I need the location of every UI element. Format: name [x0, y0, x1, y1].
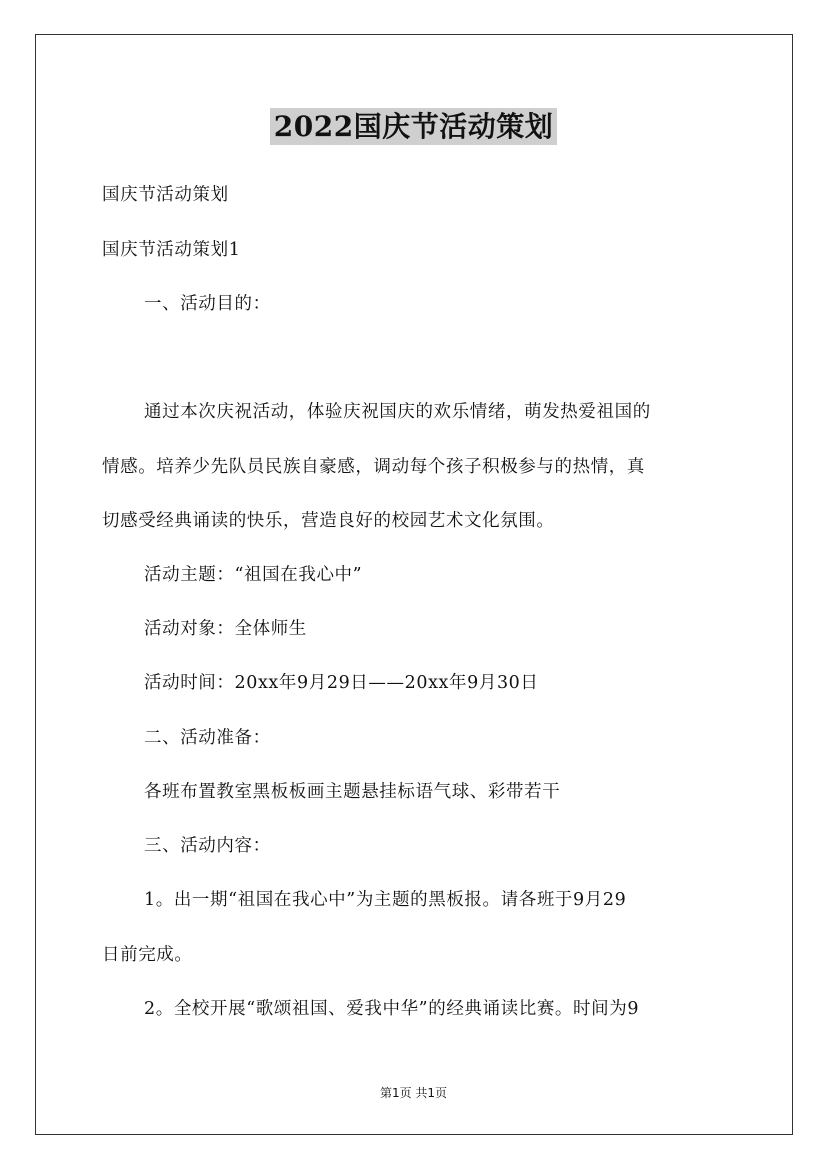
paragraph-line: 2。全校开展“歌颂祖国、爱我中华”的经典诵读比赛。时间为9 — [144, 999, 640, 1019]
paragraph-line: 各班布置教室黑板板画主题悬挂标语气球、彩带若干 — [144, 782, 561, 802]
paragraph-line: 通过本次庆祝活动，体验庆祝国庆的欢乐情绪，萌发热爱祖国的 — [144, 402, 651, 422]
paragraph-line: 活动时间：20xx年9月29日——20xx年9月30日 — [144, 673, 539, 693]
section-heading: 二、活动准备： — [144, 728, 271, 748]
document-title: 2022国庆节活动策划 — [270, 108, 557, 145]
paragraph-line: 切感受经典诵读的快乐，营造良好的校园艺术文化氛围。 — [102, 511, 555, 531]
paragraph-line: 1。出一期“祖国在我心中”为主题的黑板报。请各班于9月29 — [144, 890, 627, 910]
paragraph-line: 国庆节活动策划 — [102, 185, 229, 205]
paragraph-line: 国庆节活动策划1 — [102, 240, 241, 260]
paragraph-line: 活动主题：“祖国在我心中” — [144, 565, 363, 585]
page-footer: 第1页 共1页 — [379, 1086, 448, 1100]
section-heading: 一、活动目的： — [144, 294, 271, 314]
paragraph-line: 活动对象：全体师生 — [144, 619, 307, 639]
document-title-wrap — [0, 105, 827, 145]
section-heading: 三、活动内容： — [144, 836, 271, 856]
paragraph-line: 日前完成。 — [102, 945, 193, 965]
paragraph-line: 情感。培养少先队员民族自豪感，调动每个孩子积极参与的热情，真 — [102, 457, 645, 477]
